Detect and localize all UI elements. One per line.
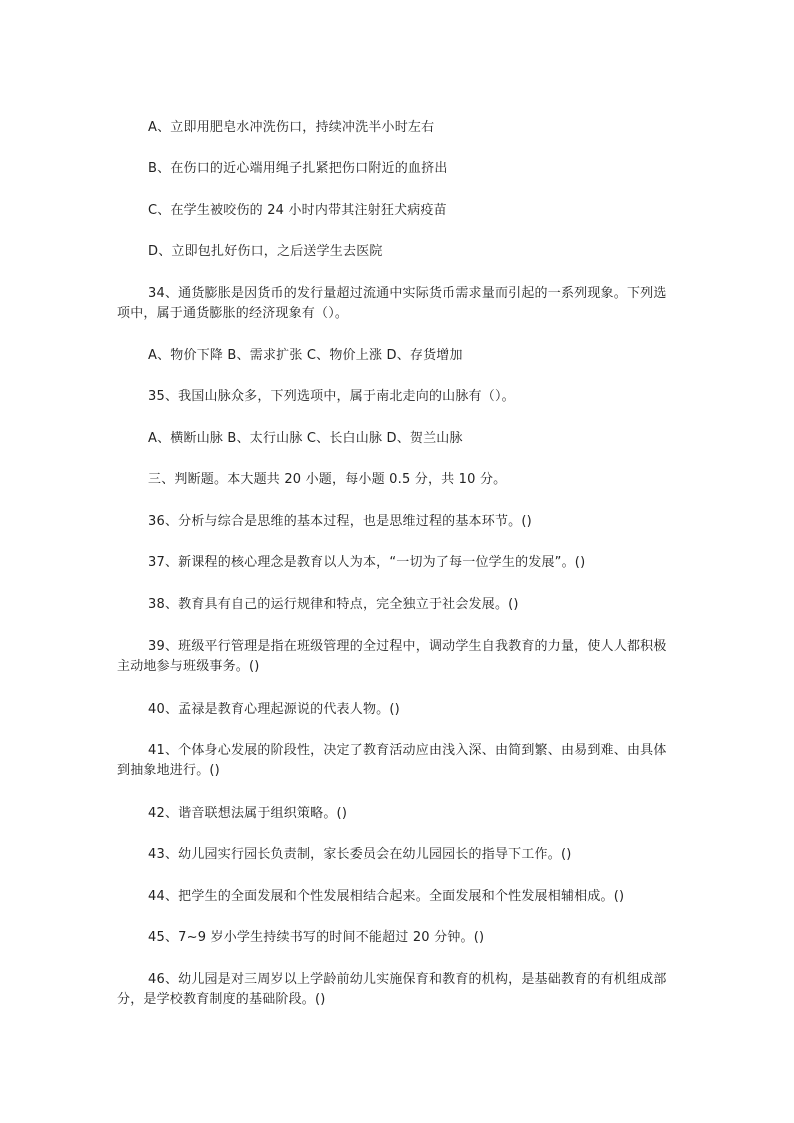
q33-option-d: D、立即包扎好伤口，之后送学生去医院: [148, 244, 383, 259]
q33-option-b: B、在伤口的近心端用绳子扎紧把伤口附近的血挤出: [148, 161, 448, 176]
q35-options: A、横断山脉 B、太行山脉 C、长白山脉 D、贺兰山脉: [148, 431, 463, 446]
judgment-44: 44、把学生的全面发展和个性发展相结合起来。全面发展和个性发展相辅相成。(): [148, 889, 625, 904]
judgment-46: 46、幼儿园是对三周岁以上学龄前幼儿实施保育和教育的机构，是基础教育的有机组成部分，是学校教育制度的基础阶段。(): [117, 972, 667, 1007]
section-3-heading: 三、判断题。本大题共 20 小题，每小题 0.5 分，共 10 分。: [148, 472, 507, 487]
q34-stem: 34、通货膨胀是因货币的发行量超过流通中实际货币需求量而引起的一系列现象。下列选项中，属于通货膨胀的经济现象有（）。: [117, 286, 667, 321]
judgment-42: 42、谐音联想法属于组织策略。(): [148, 806, 348, 821]
judgment-36: 36、分析与综合是思维的基本过程，也是思维过程的基本环节。(): [148, 514, 532, 529]
judgment-41: 41、个体身心发展的阶段性，决定了教育活动应由浅入深、由简到繁、由易到难、由具体到抽象地进行。(): [117, 743, 667, 778]
q33-option-a: A、立即用肥皂水冲洗伤口，持续冲洗半小时左右: [148, 120, 435, 135]
judgment-43: 43、幼儿园实行园长负责制，家长委员会在幼儿园园长的指导下工作。(): [148, 847, 572, 862]
judgment-39: 39、班级平行管理是指在班级管理的全过程中，调动学生自我教育的力量，使人人都积极主动地参与班级事务。(): [117, 639, 667, 674]
q34-options: A、物价下降 B、需求扩张 C、物价上涨 D、存货增加: [148, 348, 463, 363]
judgment-40: 40、孟禄是教育心理起源说的代表人物。(): [148, 702, 400, 717]
judgment-45: 45、7~9 岁小学生持续书写的时间不能超过 20 分钟。(): [148, 930, 485, 945]
q35-stem: 35、我国山脉众多，下列选项中，属于南北走向的山脉有（）。: [148, 389, 515, 404]
judgment-37: 37、新课程的核心理念是教育以人为本，“一切为了每一位学生的发展”。(): [148, 555, 586, 570]
judgment-38: 38、教育具有自己的运行规律和特点，完全独立于社会发展。(): [148, 597, 519, 612]
q33-option-c: C、在学生被咬伤的 24 小时内带其注射狂犬病疫苗: [148, 203, 447, 218]
